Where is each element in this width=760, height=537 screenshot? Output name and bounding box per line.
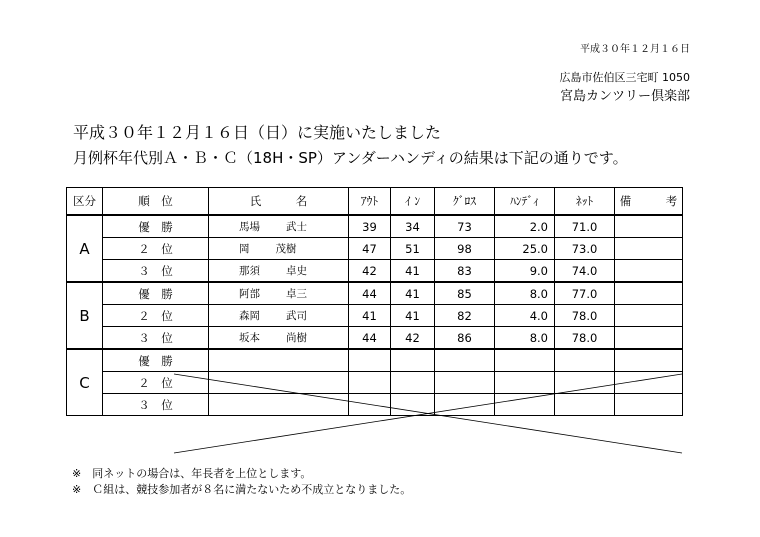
gross-score: 86 (435, 327, 495, 350)
rank-cell: ２ 位 (103, 372, 209, 394)
remarks-cell (615, 349, 683, 372)
net-score: 78.0 (555, 327, 615, 350)
out-score: 44 (349, 327, 391, 350)
document-date: 平成３０年１２月１６日 (580, 44, 690, 55)
table-row (67, 372, 683, 394)
gross-score (435, 372, 495, 394)
table-row (67, 282, 683, 305)
in-score: 41 (391, 305, 435, 327)
player-name (209, 349, 349, 372)
remarks-cell (615, 327, 683, 350)
rank-cell: 優 勝 (103, 282, 209, 305)
table-row (67, 305, 683, 327)
rank-cell: ２ 位 (103, 305, 209, 327)
handicap-value: 25.0 (495, 238, 555, 260)
header-handicap: ﾊﾝﾃﾞｨ (495, 188, 555, 216)
in-score: 42 (391, 327, 435, 350)
table-row (67, 215, 683, 238)
table-header-row (67, 188, 683, 216)
net-score (555, 394, 615, 416)
group-label-c: C (67, 349, 103, 416)
net-score: 71.0 (555, 215, 615, 238)
in-score: 51 (391, 238, 435, 260)
in-score: 34 (391, 215, 435, 238)
handicap-value (495, 349, 555, 372)
rank-cell: ３ 位 (103, 260, 209, 283)
header-in: ｲ ﾝ (391, 188, 435, 216)
table-row (67, 327, 683, 350)
table-row (67, 238, 683, 260)
player-name: 馬場 武士 (209, 215, 349, 238)
net-score (555, 349, 615, 372)
handicap-value: 9.0 (495, 260, 555, 283)
remarks-cell (615, 215, 683, 238)
header-section: 区分 (67, 188, 103, 216)
header-net: ﾈｯﾄ (555, 188, 615, 216)
rank-cell: 優 勝 (103, 215, 209, 238)
results-table (66, 187, 683, 416)
net-score: 73.0 (555, 238, 615, 260)
in-score: 41 (391, 282, 435, 305)
net-score: 77.0 (555, 282, 615, 305)
player-name: 坂本 尚樹 (209, 327, 349, 350)
out-score: 44 (349, 282, 391, 305)
gross-score: 82 (435, 305, 495, 327)
handicap-value: 8.0 (495, 282, 555, 305)
player-name (209, 394, 349, 416)
in-score (391, 349, 435, 372)
handicap-value: 8.0 (495, 327, 555, 350)
handicap-value (495, 394, 555, 416)
out-score: 39 (349, 215, 391, 238)
rank-cell: 優 勝 (103, 349, 209, 372)
out-score: 42 (349, 260, 391, 283)
intro-line-1: 平成３０年１２月１６日（日）に実施いたしました (73, 123, 442, 142)
remarks-cell (615, 372, 683, 394)
header-rank: 順 位 (103, 188, 209, 216)
gross-score: 98 (435, 238, 495, 260)
in-score: 41 (391, 260, 435, 283)
out-score: 47 (349, 238, 391, 260)
rank-cell: ３ 位 (103, 327, 209, 350)
gross-score: 73 (435, 215, 495, 238)
intro-line-2: 月例杯年代別Ａ・Ｂ・Ｃ（18H・SP）アンダーハンディの結果は下記の通りです。 (73, 149, 628, 167)
table-row (67, 349, 683, 372)
net-score: 74.0 (555, 260, 615, 283)
table-row (67, 394, 683, 416)
group-label-a: A (67, 215, 103, 282)
header-gross: ｸﾞﾛｽ (435, 188, 495, 216)
in-score (391, 394, 435, 416)
remarks-cell (615, 282, 683, 305)
player-name (209, 372, 349, 394)
remarks-cell (615, 305, 683, 327)
out-score (349, 349, 391, 372)
club-name: 宮島カンツリー倶楽部 (559, 89, 690, 104)
out-score (349, 372, 391, 394)
rank-cell: ３ 位 (103, 394, 209, 416)
out-score: 41 (349, 305, 391, 327)
note-group-c-void: ※ Ｃ組は、競技参加者が８名に満たないため不成立となりました。 (72, 483, 412, 496)
header-out: ｱｳﾄ (349, 188, 391, 216)
net-score: 78.0 (555, 305, 615, 327)
handicap-value (495, 372, 555, 394)
group-label-b: B (67, 282, 103, 349)
club-address: 広島市佐伯区三宅町 1050 (559, 71, 690, 84)
rank-cell: ２ 位 (103, 238, 209, 260)
handicap-value: 4.0 (495, 305, 555, 327)
player-name: 岡 茂樹 (209, 238, 349, 260)
remarks-cell (615, 238, 683, 260)
gross-score (435, 349, 495, 372)
out-score (349, 394, 391, 416)
net-score (555, 372, 615, 394)
in-score (391, 372, 435, 394)
handicap-value: 2.0 (495, 215, 555, 238)
header-remarks: 備 考 (615, 188, 683, 216)
player-name: 那須 卓史 (209, 260, 349, 283)
remarks-cell (615, 394, 683, 416)
gross-score (435, 394, 495, 416)
gross-score: 83 (435, 260, 495, 283)
player-name: 阿部 卓三 (209, 282, 349, 305)
table-row (67, 260, 683, 283)
header-name: 氏 名 (209, 188, 349, 216)
remarks-cell (615, 260, 683, 283)
note-tiebreak: ※ 同ネットの場合は、年長者を上位とします。 (72, 467, 312, 480)
player-name: 森岡 武司 (209, 305, 349, 327)
gross-score: 85 (435, 282, 495, 305)
